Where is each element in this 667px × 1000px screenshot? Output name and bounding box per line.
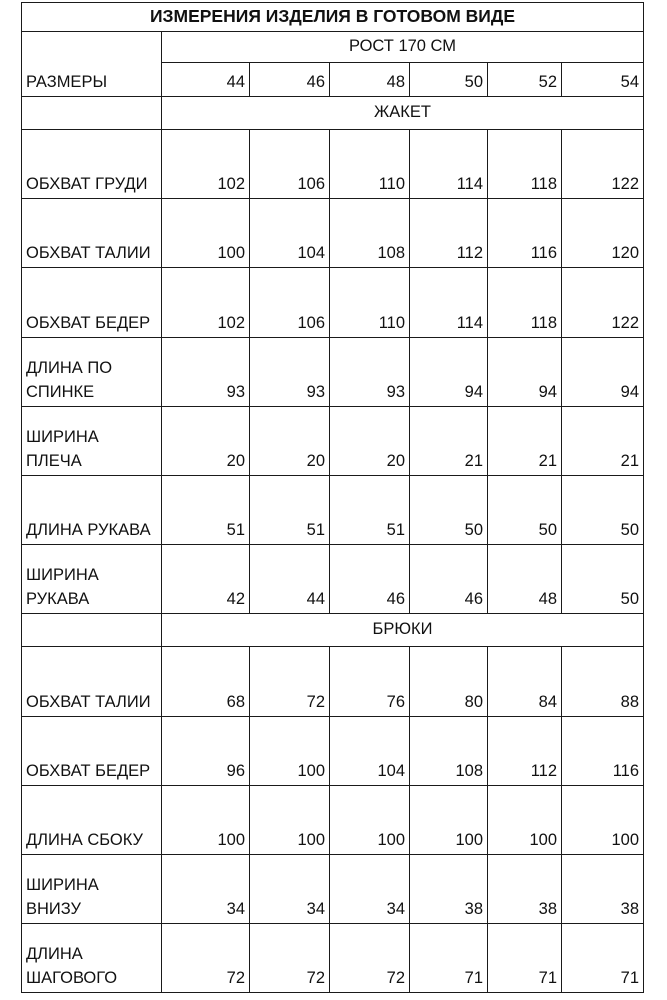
measurement-value: 21 [488,406,562,475]
measurement-value: 51 [330,475,410,544]
table-row [22,268,644,337]
measurement-value: 20 [330,406,410,475]
measurement-value: 80 [410,647,488,716]
measurement-value: 38 [488,854,562,923]
size-cell: 44 [162,63,250,97]
height-label: РОСТ 170 СМ [162,32,644,63]
measurement-value: 76 [330,647,410,716]
measurement-value: 100 [330,785,410,854]
measurement-label: ДЛИНА ПО СПИНКЕ [22,337,162,406]
table-row [22,716,644,785]
title-row [22,3,644,32]
measurement-value: 108 [410,716,488,785]
measurement-value: 72 [330,924,410,993]
table-row [22,475,644,544]
size-cell: 54 [562,63,644,97]
measurement-value: 106 [250,130,330,199]
measurement-value: 96 [162,716,250,785]
measurement-value: 120 [562,199,644,268]
measurement-label: ШИРИНА ВНИЗУ [22,854,162,923]
measurement-value: 110 [330,268,410,337]
measurement-value: 100 [410,785,488,854]
measurement-value: 88 [562,647,644,716]
measurement-value: 42 [162,545,250,614]
measurement-value: 114 [410,268,488,337]
table-row [22,785,644,854]
measurement-label: ОБХВАТ БЕДЕР [22,716,162,785]
measurement-value: 50 [562,545,644,614]
table-row [22,924,644,993]
measurement-value: 34 [250,854,330,923]
measurement-value: 38 [410,854,488,923]
measurement-value: 48 [488,545,562,614]
measurements-table [21,2,644,993]
measurement-label: ДЛИНА ШАГОВОГО [22,924,162,993]
measurement-value: 72 [250,924,330,993]
measurement-label: ШИРИНА ПЛЕЧА [22,406,162,475]
measurement-label: ОБХВАТ ГРУДИ [22,130,162,199]
measurement-value: 93 [330,337,410,406]
measurement-value: 94 [488,337,562,406]
sizes-label: РАЗМЕРЫ [22,32,162,97]
measurement-label: ДЛИНА СБОКУ [22,785,162,854]
measurement-value: 112 [488,716,562,785]
section-title: БРЮКИ [162,614,644,647]
measurement-value: 100 [162,199,250,268]
measurement-value: 100 [250,785,330,854]
measurement-value: 38 [562,854,644,923]
measurement-value: 108 [330,199,410,268]
measurement-value: 72 [250,647,330,716]
measurement-label: ШИРИНА РУКАВА [22,545,162,614]
measurement-label: ДЛИНА РУКАВА [22,475,162,544]
measurement-value: 50 [488,475,562,544]
measurement-value: 21 [410,406,488,475]
measurement-value: 122 [562,268,644,337]
measurement-value: 84 [488,647,562,716]
measurement-value: 71 [410,924,488,993]
measurement-value: 44 [250,545,330,614]
measurement-value: 100 [562,785,644,854]
table-row [22,130,644,199]
measurement-value: 100 [488,785,562,854]
measurement-label: ОБХВАТ БЕДЕР [22,268,162,337]
measurement-value: 72 [162,924,250,993]
measurement-value: 93 [250,337,330,406]
measurement-value: 46 [330,545,410,614]
measurement-value: 102 [162,130,250,199]
measurement-value: 68 [162,647,250,716]
table-row [22,406,644,475]
measurement-value: 116 [488,199,562,268]
measurement-value: 104 [330,716,410,785]
measurement-value: 20 [162,406,250,475]
measurement-value: 51 [250,475,330,544]
measurement-value: 102 [162,268,250,337]
measurement-value: 46 [410,545,488,614]
measurement-value: 71 [562,924,644,993]
measurement-value: 34 [162,854,250,923]
measurement-value: 112 [410,199,488,268]
size-cell: 50 [410,63,488,97]
measurement-value: 118 [488,268,562,337]
measurement-value: 106 [250,268,330,337]
measurement-label: ОБХВАТ ТАЛИИ [22,199,162,268]
measurement-value: 51 [162,475,250,544]
measurement-value: 50 [410,475,488,544]
measurement-value: 34 [330,854,410,923]
table-row [22,199,644,268]
size-cell: 46 [250,63,330,97]
size-cell: 48 [330,63,410,97]
section-blank-cell [22,97,162,130]
section-title: ЖАКЕТ [162,97,644,130]
measurement-value: 114 [410,130,488,199]
table-row [22,854,644,923]
size-cell: 52 [488,63,562,97]
table-row [22,545,644,614]
measurement-label: ОБХВАТ ТАЛИИ [22,647,162,716]
table-title: ИЗМЕРЕНИЯ ИЗДЕЛИЯ В ГОТОВОМ ВИДЕ [22,3,644,32]
measurement-value: 50 [562,475,644,544]
measurement-value: 20 [250,406,330,475]
measurement-value: 21 [562,406,644,475]
measurement-value: 110 [330,130,410,199]
measurement-value: 100 [162,785,250,854]
measurement-value: 71 [488,924,562,993]
measurement-value: 118 [488,130,562,199]
table-row [22,647,644,716]
measurement-value: 116 [562,716,644,785]
measurement-value: 93 [162,337,250,406]
section-header-row [22,97,644,130]
measurement-value: 100 [250,716,330,785]
height-row [22,32,644,63]
section-header-row [22,614,644,647]
measurement-value: 122 [562,130,644,199]
table-row [22,337,644,406]
measurement-value: 94 [562,337,644,406]
measurement-value: 94 [410,337,488,406]
measurement-value: 104 [250,199,330,268]
section-blank-cell [22,614,162,647]
measurements-sheet [21,2,643,998]
